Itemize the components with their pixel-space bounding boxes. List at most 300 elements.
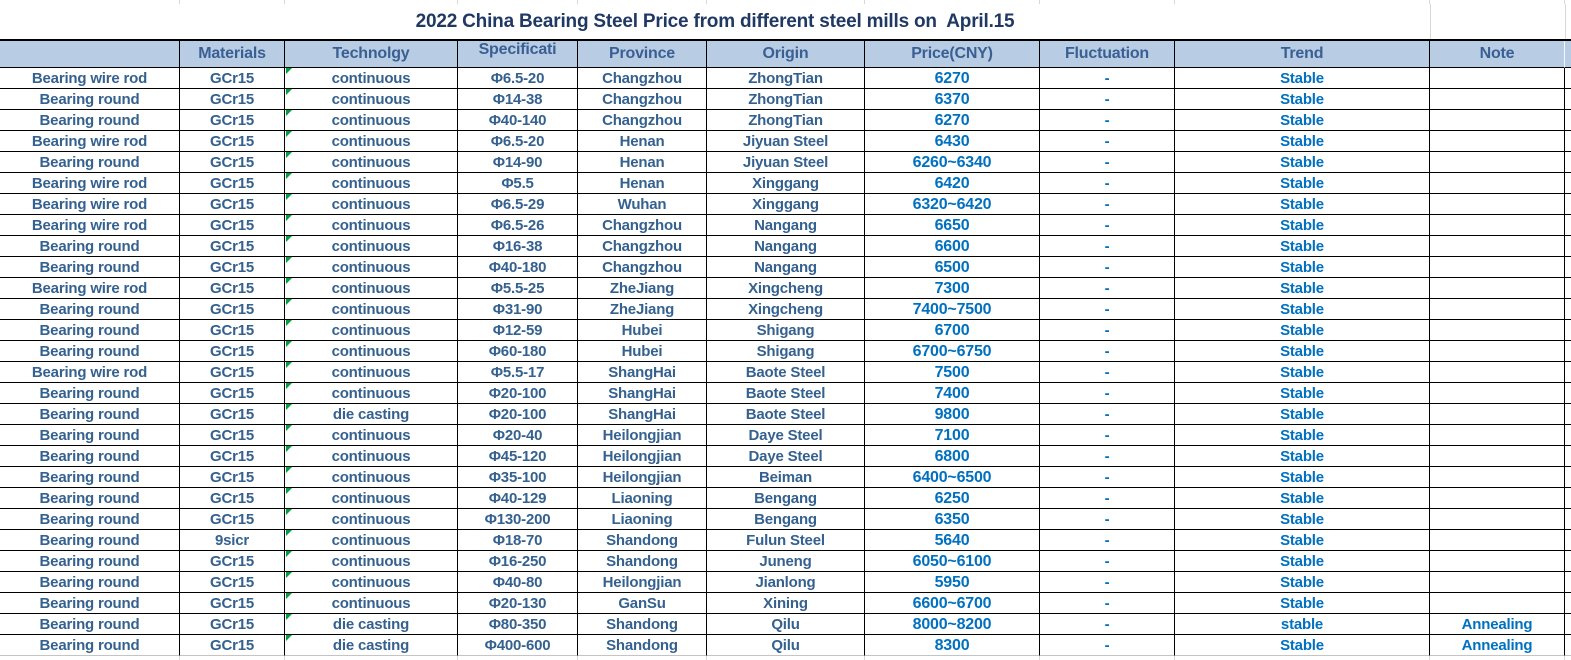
cell-technology[interactable]: die casting bbox=[285, 635, 458, 656]
cell-trend[interactable]: Stable bbox=[1175, 446, 1430, 467]
cell-trend[interactable]: Stable bbox=[1175, 572, 1430, 593]
cell-technology[interactable]: continuous bbox=[285, 194, 458, 215]
cell-note[interactable] bbox=[1430, 110, 1565, 131]
cell-trend[interactable]: Stable bbox=[1175, 467, 1430, 488]
comment-marker-icon bbox=[286, 110, 292, 116]
cell-province[interactable]: Shandong bbox=[578, 614, 707, 635]
cell-technology[interactable]: continuous bbox=[285, 215, 458, 236]
cell-product[interactable]: Bearing round bbox=[0, 89, 180, 110]
cell-materials[interactable]: GCr15 bbox=[180, 572, 285, 593]
cell-trend[interactable]: Stable bbox=[1175, 425, 1430, 446]
cell-origin[interactable]: Daye Steel bbox=[707, 446, 865, 467]
cell-materials[interactable]: GCr15 bbox=[180, 635, 285, 656]
cell-price[interactable]: 8000~8200 bbox=[865, 614, 1040, 635]
header-price[interactable]: Price(CNY) bbox=[865, 41, 1040, 68]
cell-trend[interactable]: Stable bbox=[1175, 551, 1430, 572]
cell-materials[interactable]: GCr15 bbox=[180, 341, 285, 362]
cell-materials[interactable]: GCr15 bbox=[180, 362, 285, 383]
cell-price[interactable]: 6250 bbox=[865, 488, 1040, 509]
cell-fluctuation[interactable]: - bbox=[1040, 593, 1175, 614]
cell-trend[interactable]: Stable bbox=[1175, 110, 1430, 131]
cell-note[interactable] bbox=[1430, 341, 1565, 362]
cell-origin[interactable]: Xinggang bbox=[707, 173, 865, 194]
cell-province[interactable]: ShangHai bbox=[578, 404, 707, 425]
cell-specification[interactable]: Φ14-90 bbox=[458, 152, 578, 173]
cell-province[interactable]: Liaoning bbox=[578, 488, 707, 509]
cell-origin[interactable]: Bengang bbox=[707, 488, 865, 509]
cell-product[interactable]: Bearing round bbox=[0, 299, 180, 320]
cell-price[interactable]: 7100 bbox=[865, 425, 1040, 446]
title-row bbox=[0, 4, 1571, 39]
cell-product[interactable]: Bearing round bbox=[0, 425, 180, 446]
cell-technology[interactable]: continuous bbox=[285, 425, 458, 446]
cell-product[interactable]: Bearing round bbox=[0, 488, 180, 509]
cell-technology[interactable]: continuous bbox=[285, 593, 458, 614]
cell-price[interactable]: 7300 bbox=[865, 278, 1040, 299]
cell-note[interactable] bbox=[1430, 467, 1565, 488]
cell-materials[interactable]: GCr15 bbox=[180, 110, 285, 131]
cell-fluctuation[interactable]: - bbox=[1040, 110, 1175, 131]
cell-origin[interactable]: Baote Steel bbox=[707, 383, 865, 404]
cell-fluctuation[interactable]: - bbox=[1040, 215, 1175, 236]
cell-specification[interactable]: Φ80-350 bbox=[458, 614, 578, 635]
cell-origin[interactable]: ZhongTian bbox=[707, 68, 865, 89]
cell-note[interactable] bbox=[1430, 383, 1565, 404]
cell-fluctuation[interactable]: - bbox=[1040, 635, 1175, 656]
cell-province[interactable]: ShangHai bbox=[578, 383, 707, 404]
cell-origin[interactable]: Shigang bbox=[707, 320, 865, 341]
cell-province[interactable]: ShangHai bbox=[578, 362, 707, 383]
cell-trend[interactable]: Stable bbox=[1175, 488, 1430, 509]
cell-trend[interactable]: Stable bbox=[1175, 173, 1430, 194]
cell-price[interactable]: 7400 bbox=[865, 383, 1040, 404]
cell-fluctuation[interactable]: - bbox=[1040, 362, 1175, 383]
cell-materials[interactable]: GCr15 bbox=[180, 551, 285, 572]
cell-technology[interactable]: die casting bbox=[285, 404, 458, 425]
cell-fluctuation[interactable]: - bbox=[1040, 614, 1175, 635]
cell-materials[interactable]: GCr15 bbox=[180, 404, 285, 425]
cell-materials[interactable]: GCr15 bbox=[180, 278, 285, 299]
cell-province[interactable]: Shandong bbox=[578, 551, 707, 572]
cell-trend[interactable]: stable bbox=[1175, 614, 1430, 635]
cell-note[interactable] bbox=[1430, 278, 1565, 299]
cell-province[interactable]: Shandong bbox=[578, 635, 707, 656]
header-note[interactable]: Note bbox=[1430, 41, 1565, 68]
cell-province[interactable]: ZheJiang bbox=[578, 299, 707, 320]
cell-origin[interactable]: Nangang bbox=[707, 257, 865, 278]
cell-price[interactable]: 6050~6100 bbox=[865, 551, 1040, 572]
cell-specification[interactable]: Φ130-200 bbox=[458, 509, 578, 530]
cell-materials[interactable]: GCr15 bbox=[180, 614, 285, 635]
cell-origin[interactable]: Beiman bbox=[707, 467, 865, 488]
cell-province[interactable]: GanSu bbox=[578, 593, 707, 614]
cell-province[interactable]: Wuhan bbox=[578, 194, 707, 215]
cell-note[interactable] bbox=[1430, 194, 1565, 215]
cell-province[interactable]: Hubei bbox=[578, 320, 707, 341]
cell-technology[interactable]: continuous bbox=[285, 341, 458, 362]
header-province[interactable]: Province bbox=[578, 41, 707, 68]
cell-technology[interactable]: continuous bbox=[285, 572, 458, 593]
cell-product[interactable]: Bearing round bbox=[0, 341, 180, 362]
cell-origin[interactable]: Daye Steel bbox=[707, 425, 865, 446]
cell-note[interactable]: Annealing bbox=[1430, 614, 1565, 635]
cell-product[interactable]: Bearing round bbox=[0, 152, 180, 173]
cell-trend[interactable]: Stable bbox=[1175, 278, 1430, 299]
cell-trend[interactable]: Stable bbox=[1175, 320, 1430, 341]
cell-product[interactable]: Bearing wire rod bbox=[0, 173, 180, 194]
cell-note[interactable] bbox=[1430, 215, 1565, 236]
cell-materials[interactable]: GCr15 bbox=[180, 593, 285, 614]
cell-technology[interactable]: continuous bbox=[285, 278, 458, 299]
cell-fluctuation[interactable]: - bbox=[1040, 572, 1175, 593]
cell-province[interactable]: Henan bbox=[578, 131, 707, 152]
cell-technology[interactable]: continuous bbox=[285, 509, 458, 530]
cell-product[interactable]: Bearing round bbox=[0, 572, 180, 593]
cell-technology[interactable]: continuous bbox=[285, 236, 458, 257]
cell-materials[interactable]: GCr15 bbox=[180, 425, 285, 446]
cell-origin[interactable]: Qilu bbox=[707, 635, 865, 656]
cell-price[interactable]: 6500 bbox=[865, 257, 1040, 278]
cell-fluctuation[interactable]: - bbox=[1040, 509, 1175, 530]
cell-materials[interactable]: GCr15 bbox=[180, 446, 285, 467]
cell-fluctuation[interactable]: - bbox=[1040, 425, 1175, 446]
cell-fluctuation[interactable]: - bbox=[1040, 278, 1175, 299]
cell-province[interactable]: Changzhou bbox=[578, 257, 707, 278]
cell-specification[interactable]: Φ45-120 bbox=[458, 446, 578, 467]
cell-origin[interactable]: Xingcheng bbox=[707, 299, 865, 320]
cell-specification[interactable]: Φ20-100 bbox=[458, 383, 578, 404]
cell-product[interactable]: Bearing wire rod bbox=[0, 278, 180, 299]
cell-product[interactable]: Bearing wire rod bbox=[0, 131, 180, 152]
cell-trend[interactable]: Stable bbox=[1175, 341, 1430, 362]
cell-province[interactable]: Changzhou bbox=[578, 68, 707, 89]
cell-materials[interactable]: GCr15 bbox=[180, 299, 285, 320]
cell-fluctuation[interactable]: - bbox=[1040, 383, 1175, 404]
cell-origin[interactable]: Qilu bbox=[707, 614, 865, 635]
cell-price[interactable]: 5950 bbox=[865, 572, 1040, 593]
cell-technology[interactable]: continuous bbox=[285, 110, 458, 131]
cell-specification[interactable]: Φ5.5 bbox=[458, 173, 578, 194]
empty-cell-sliver[interactable] bbox=[1565, 4, 1571, 39]
cell-technology[interactable]: continuous bbox=[285, 362, 458, 383]
cell-origin[interactable]: Jianlong bbox=[707, 572, 865, 593]
cell-price[interactable]: 7400~7500 bbox=[865, 299, 1040, 320]
cell-price[interactable]: 6270 bbox=[865, 68, 1040, 89]
cell-technology[interactable]: continuous bbox=[285, 173, 458, 194]
cell-province[interactable]: Changzhou bbox=[578, 215, 707, 236]
cell-price[interactable]: 6800 bbox=[865, 446, 1040, 467]
table-row bbox=[0, 425, 1571, 446]
cell-materials[interactable]: GCr15 bbox=[180, 467, 285, 488]
cell-origin[interactable]: Nangang bbox=[707, 215, 865, 236]
cell-origin[interactable]: Jiyuan Steel bbox=[707, 152, 865, 173]
cell-fluctuation[interactable]: - bbox=[1040, 404, 1175, 425]
cell-province[interactable]: Henan bbox=[578, 173, 707, 194]
cell-specification[interactable]: Φ5.5-25 bbox=[458, 278, 578, 299]
header-trend[interactable]: Trend bbox=[1175, 41, 1430, 68]
cell-fluctuation[interactable]: - bbox=[1040, 173, 1175, 194]
cell-trend[interactable]: Stable bbox=[1175, 404, 1430, 425]
cell-materials[interactable]: GCr15 bbox=[180, 173, 285, 194]
cell-fluctuation[interactable]: - bbox=[1040, 530, 1175, 551]
cell-specification[interactable]: Φ6.5-20 bbox=[458, 68, 578, 89]
cell-specification[interactable]: Φ40-80 bbox=[458, 572, 578, 593]
cell-trend[interactable]: Stable bbox=[1175, 593, 1430, 614]
cell-origin[interactable]: Bengang bbox=[707, 509, 865, 530]
cell-price[interactable]: 5640 bbox=[865, 530, 1040, 551]
cell-price[interactable]: 9800 bbox=[865, 404, 1040, 425]
header-specification[interactable]: Specificati bbox=[458, 41, 578, 68]
cell-note[interactable] bbox=[1430, 404, 1565, 425]
cell-sliver bbox=[1565, 530, 1571, 551]
cell-note[interactable] bbox=[1430, 362, 1565, 383]
cell-trend[interactable]: Stable bbox=[1175, 509, 1430, 530]
cell-specification[interactable]: Φ14-38 bbox=[458, 89, 578, 110]
cell-technology[interactable]: continuous bbox=[285, 383, 458, 404]
cell-trend[interactable]: Stable bbox=[1175, 383, 1430, 404]
cell-province[interactable]: Heilongjian bbox=[578, 572, 707, 593]
cell-price[interactable]: 6430 bbox=[865, 131, 1040, 152]
cell-province[interactable]: Changzhou bbox=[578, 110, 707, 131]
cell-note[interactable] bbox=[1430, 509, 1565, 530]
cell-specification[interactable]: Φ20-100 bbox=[458, 404, 578, 425]
cell-note[interactable] bbox=[1430, 131, 1565, 152]
header-origin[interactable]: Origin bbox=[707, 41, 865, 68]
cell-price[interactable]: 6600 bbox=[865, 236, 1040, 257]
cell-product[interactable]: Bearing round bbox=[0, 635, 180, 656]
cell-specification[interactable]: Φ20-40 bbox=[458, 425, 578, 446]
cell-price[interactable]: 6260~6340 bbox=[865, 152, 1040, 173]
cell-product[interactable]: Bearing round bbox=[0, 509, 180, 530]
cell-materials[interactable]: GCr15 bbox=[180, 152, 285, 173]
cell-fluctuation[interactable]: - bbox=[1040, 152, 1175, 173]
cell-technology[interactable]: continuous bbox=[285, 467, 458, 488]
cell-fluctuation[interactable]: - bbox=[1040, 68, 1175, 89]
cell-product[interactable]: Bearing round bbox=[0, 320, 180, 341]
cell-note[interactable] bbox=[1430, 446, 1565, 467]
cell-specification[interactable]: Φ16-38 bbox=[458, 236, 578, 257]
cell-technology[interactable]: continuous bbox=[285, 530, 458, 551]
cell-technology[interactable]: continuous bbox=[285, 131, 458, 152]
cell-fluctuation[interactable]: - bbox=[1040, 89, 1175, 110]
cell-province[interactable]: Liaoning bbox=[578, 509, 707, 530]
cell-product[interactable]: Bearing round bbox=[0, 404, 180, 425]
cell-province[interactable]: ZheJiang bbox=[578, 278, 707, 299]
cell-note[interactable] bbox=[1430, 68, 1565, 89]
cell-origin[interactable]: Shigang bbox=[707, 341, 865, 362]
cell-province[interactable]: Henan bbox=[578, 152, 707, 173]
cell-specification[interactable]: Φ31-90 bbox=[458, 299, 578, 320]
cell-fluctuation[interactable]: - bbox=[1040, 341, 1175, 362]
cell-fluctuation[interactable]: - bbox=[1040, 320, 1175, 341]
cell-price[interactable]: 6400~6500 bbox=[865, 467, 1040, 488]
cell-materials[interactable]: GCr15 bbox=[180, 131, 285, 152]
cell-trend[interactable]: Stable bbox=[1175, 194, 1430, 215]
cell-price[interactable]: 6320~6420 bbox=[865, 194, 1040, 215]
cell-note[interactable] bbox=[1430, 425, 1565, 446]
sheet-title[interactable]: 2022 China Bearing Steel Price from different steel mills on April.15 bbox=[415, 10, 1015, 32]
cell-technology[interactable]: continuous bbox=[285, 299, 458, 320]
cell-materials[interactable]: GCr15 bbox=[180, 257, 285, 278]
cell-materials[interactable]: GCr15 bbox=[180, 194, 285, 215]
empty-cell[interactable] bbox=[1430, 4, 1565, 39]
cell-specification[interactable]: Φ60-180 bbox=[458, 341, 578, 362]
cell-origin[interactable]: Xingcheng bbox=[707, 278, 865, 299]
cell-specification[interactable]: Φ40-180 bbox=[458, 257, 578, 278]
cell-specification[interactable]: Φ400-600 bbox=[458, 635, 578, 656]
cell-technology[interactable]: continuous bbox=[285, 89, 458, 110]
cell-materials[interactable]: GCr15 bbox=[180, 89, 285, 110]
cell-note[interactable] bbox=[1430, 593, 1565, 614]
cell-note[interactable] bbox=[1430, 551, 1565, 572]
cell-product[interactable]: Bearing wire rod bbox=[0, 68, 180, 89]
cell-specification[interactable]: Φ5.5-17 bbox=[458, 362, 578, 383]
cell-trend[interactable]: Stable bbox=[1175, 530, 1430, 551]
cell-technology[interactable]: continuous bbox=[285, 551, 458, 572]
cell-product[interactable]: Bearing round bbox=[0, 614, 180, 635]
cell-origin[interactable]: Baote Steel bbox=[707, 362, 865, 383]
cell-note[interactable] bbox=[1430, 152, 1565, 173]
cell-fluctuation[interactable]: - bbox=[1040, 467, 1175, 488]
cell-price[interactable]: 6420 bbox=[865, 173, 1040, 194]
cell-fluctuation[interactable]: - bbox=[1040, 299, 1175, 320]
cell-origin[interactable]: Jiyuan Steel bbox=[707, 131, 865, 152]
cell-price[interactable]: 6700~6750 bbox=[865, 341, 1040, 362]
cell-price[interactable]: 8300 bbox=[865, 635, 1040, 656]
cell-note[interactable] bbox=[1430, 572, 1565, 593]
cell-province[interactable]: Heilongjian bbox=[578, 425, 707, 446]
cell-price[interactable]: 6350 bbox=[865, 509, 1040, 530]
cell-price[interactable]: 6700 bbox=[865, 320, 1040, 341]
cell-technology[interactable]: continuous bbox=[285, 152, 458, 173]
cell-trend[interactable]: Stable bbox=[1175, 215, 1430, 236]
cell-note[interactable]: Annealing bbox=[1430, 635, 1565, 656]
cell-origin[interactable]: Juneng bbox=[707, 551, 865, 572]
cell-trend[interactable]: Stable bbox=[1175, 299, 1430, 320]
cell-province[interactable]: Changzhou bbox=[578, 89, 707, 110]
cell-note[interactable] bbox=[1430, 299, 1565, 320]
cell-product[interactable]: Bearing round bbox=[0, 551, 180, 572]
cell-fluctuation[interactable]: - bbox=[1040, 257, 1175, 278]
cell-note[interactable] bbox=[1430, 530, 1565, 551]
cell-specification[interactable]: Φ35-100 bbox=[458, 467, 578, 488]
cell-trend[interactable]: Stable bbox=[1175, 152, 1430, 173]
cell-trend[interactable]: Stable bbox=[1175, 362, 1430, 383]
cell-specification[interactable]: Φ6.5-26 bbox=[458, 215, 578, 236]
cell-product[interactable]: Bearing wire rod bbox=[0, 215, 180, 236]
cell-price[interactable]: 6650 bbox=[865, 215, 1040, 236]
header-fluctuation[interactable]: Fluctuation bbox=[1040, 41, 1175, 68]
cell-origin[interactable]: Fulun Steel bbox=[707, 530, 865, 551]
header-technology[interactable]: Technolgy bbox=[285, 41, 458, 68]
cell-note[interactable] bbox=[1430, 488, 1565, 509]
cell-product[interactable]: Bearing round bbox=[0, 236, 180, 257]
cell-technology[interactable]: continuous bbox=[285, 320, 458, 341]
cell-note[interactable] bbox=[1430, 89, 1565, 110]
header-materials[interactable]: Materials bbox=[180, 41, 285, 68]
cell-materials[interactable]: 9sicr bbox=[180, 530, 285, 551]
cell-specification[interactable]: Φ6.5-29 bbox=[458, 194, 578, 215]
cell-price[interactable]: 6370 bbox=[865, 89, 1040, 110]
cell-technology[interactable]: continuous bbox=[285, 68, 458, 89]
cell-note[interactable] bbox=[1430, 257, 1565, 278]
cell-trend[interactable]: Stable bbox=[1175, 635, 1430, 656]
cell-materials[interactable]: GCr15 bbox=[180, 68, 285, 89]
cell-trend[interactable]: Stable bbox=[1175, 68, 1430, 89]
cell-materials[interactable]: GCr15 bbox=[180, 383, 285, 404]
cell-product[interactable]: Bearing wire rod bbox=[0, 362, 180, 383]
cell-province[interactable]: Heilongjian bbox=[578, 446, 707, 467]
cell-note[interactable] bbox=[1430, 236, 1565, 257]
cell-fluctuation[interactable]: - bbox=[1040, 551, 1175, 572]
cell-province[interactable]: Changzhou bbox=[578, 236, 707, 257]
cell-fluctuation[interactable]: - bbox=[1040, 131, 1175, 152]
cell-fluctuation[interactable]: - bbox=[1040, 194, 1175, 215]
cell-materials[interactable]: GCr15 bbox=[180, 215, 285, 236]
cell-origin[interactable]: ZhongTian bbox=[707, 89, 865, 110]
cell-materials[interactable]: GCr15 bbox=[180, 236, 285, 257]
cell-product[interactable]: Bearing round bbox=[0, 446, 180, 467]
cell-trend[interactable]: Stable bbox=[1175, 131, 1430, 152]
cell-origin[interactable]: Xining bbox=[707, 593, 865, 614]
cell-province[interactable]: Heilongjian bbox=[578, 467, 707, 488]
cell-product[interactable]: Bearing round bbox=[0, 530, 180, 551]
cell-materials[interactable]: GCr15 bbox=[180, 488, 285, 509]
cell-specification[interactable]: Φ6.5-20 bbox=[458, 131, 578, 152]
cell-origin[interactable]: ZhongTian bbox=[707, 110, 865, 131]
cell-specification[interactable]: Φ12-59 bbox=[458, 320, 578, 341]
cell-product[interactable]: Bearing round bbox=[0, 593, 180, 614]
cell-specification[interactable]: Φ20-130 bbox=[458, 593, 578, 614]
cell-origin[interactable]: Baote Steel bbox=[707, 404, 865, 425]
cell-product[interactable]: Bearing wire rod bbox=[0, 194, 180, 215]
cell-price[interactable]: 6270 bbox=[865, 110, 1040, 131]
cell-technology[interactable]: die casting bbox=[285, 614, 458, 635]
cell-materials[interactable]: GCr15 bbox=[180, 509, 285, 530]
cell-technology[interactable]: continuous bbox=[285, 488, 458, 509]
cell-trend[interactable]: Stable bbox=[1175, 257, 1430, 278]
cell-fluctuation[interactable]: - bbox=[1040, 488, 1175, 509]
cell-product[interactable]: Bearing round bbox=[0, 257, 180, 278]
cell-specification[interactable]: Φ16-250 bbox=[458, 551, 578, 572]
cell-price[interactable]: 7500 bbox=[865, 362, 1040, 383]
cell-origin[interactable]: Nangang bbox=[707, 236, 865, 257]
comment-marker-icon bbox=[286, 362, 292, 368]
cell-trend[interactable]: Stable bbox=[1175, 89, 1430, 110]
cell-materials[interactable]: GCr15 bbox=[180, 320, 285, 341]
cell-specification[interactable]: Φ40-140 bbox=[458, 110, 578, 131]
cell-product[interactable]: Bearing round bbox=[0, 110, 180, 131]
cell-note[interactable] bbox=[1430, 320, 1565, 341]
cell-product[interactable]: Bearing round bbox=[0, 467, 180, 488]
cell-trend[interactable]: Stable bbox=[1175, 236, 1430, 257]
cell-fluctuation[interactable]: - bbox=[1040, 236, 1175, 257]
cell-note[interactable] bbox=[1430, 173, 1565, 194]
comment-marker-icon bbox=[286, 68, 292, 74]
cell-technology[interactable]: continuous bbox=[285, 446, 458, 467]
cell-price[interactable]: 6600~6700 bbox=[865, 593, 1040, 614]
header-product[interactable] bbox=[0, 41, 180, 68]
cell-specification[interactable]: Φ40-129 bbox=[458, 488, 578, 509]
cell-specification[interactable]: Φ18-70 bbox=[458, 530, 578, 551]
cell-province[interactable]: Hubei bbox=[578, 341, 707, 362]
cell-province[interactable]: Shandong bbox=[578, 530, 707, 551]
cell-fluctuation[interactable]: - bbox=[1040, 446, 1175, 467]
header-sliver-cell bbox=[1565, 41, 1571, 68]
cell-technology[interactable]: continuous bbox=[285, 257, 458, 278]
cell-product[interactable]: Bearing round bbox=[0, 383, 180, 404]
cell-origin[interactable]: Xinggang bbox=[707, 194, 865, 215]
